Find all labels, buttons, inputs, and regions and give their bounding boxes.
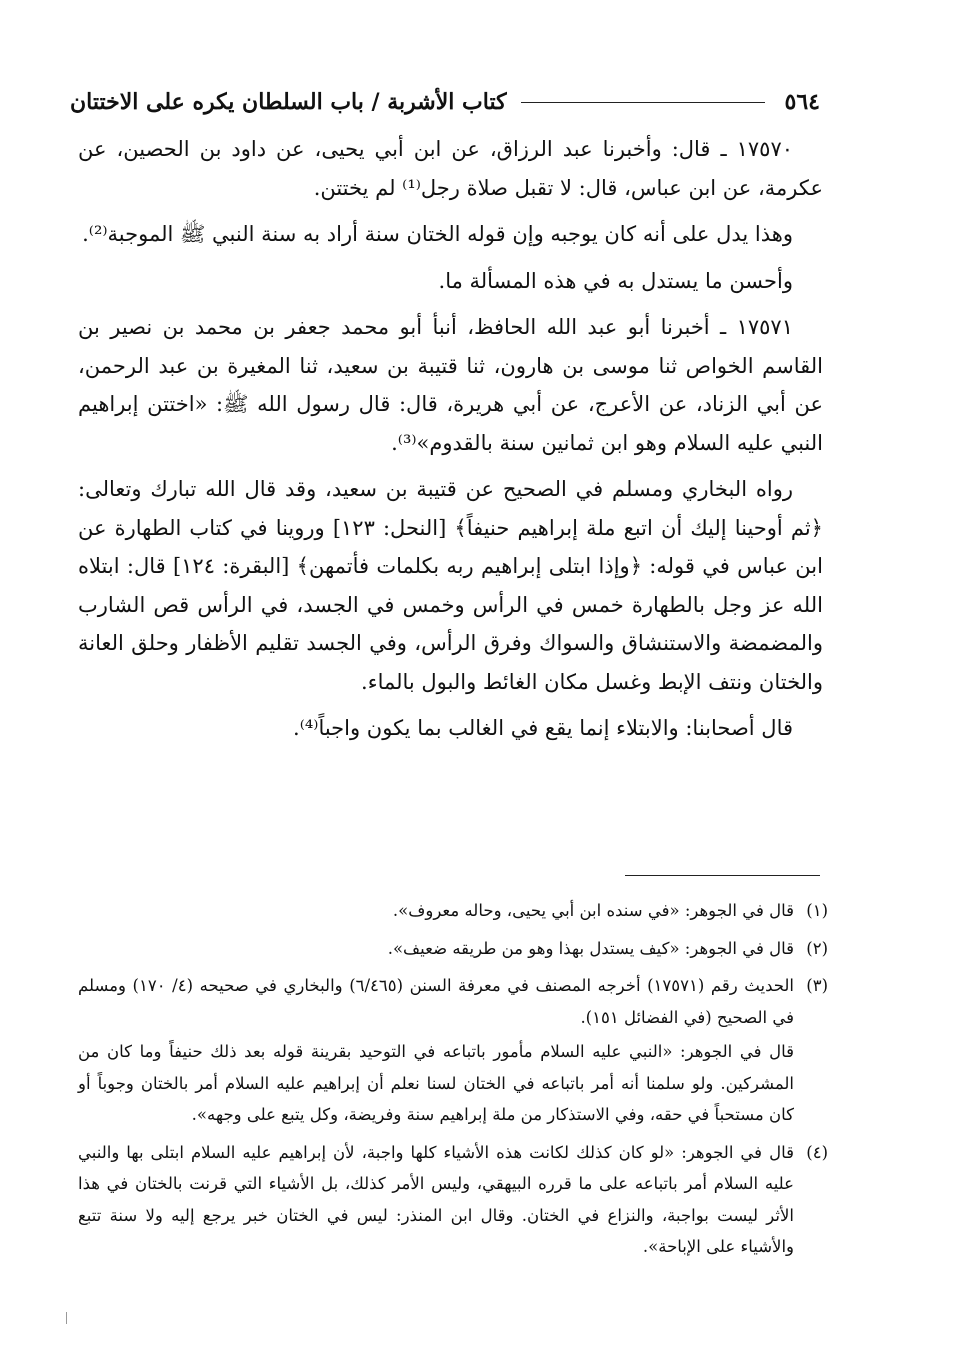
paragraph-hadith-17571: ١٧٥٧١ ـ أخبرنا أبو عبد الله الحافظ، أنبأ أبو محمد جعفر بن محمد بن نصير بن القاسم الخواص ثنا موسى بن هارون، ثنا قتيبة بن سعيد، ثنا المغيرة بن عبد الرحمن، عن أبي الزناد، عن الأعرج، عن أبي هريرة، قال: قال رسول الله ﷺ: «اختتن إبراهيم النبي عليه السلام وهو ابن ثمانين سنة بالقدوم»⁽³⁾. [78, 315, 823, 455]
header-rule [521, 102, 765, 103]
footnote-number: (٢) [806, 938, 828, 958]
footnote-text: قال في الجوهر: «في سنده ابن أبي يحيى، وحاله معروف». [392, 901, 794, 920]
running-header [70, 82, 820, 122]
footnote-separator [625, 875, 820, 876]
footnote-text: قال في الجوهر: «كيف يستدل بهذا وهو من طريقه ضعيف». [387, 938, 794, 958]
scan-mark [66, 1312, 67, 1324]
footnote-1 [78, 895, 828, 927]
footnote-4 [78, 1137, 828, 1263]
main-text [78, 130, 823, 756]
footnote-2 [78, 933, 828, 965]
paragraph-hadith-17570: ١٧٥٧٠ ـ قال: وأخبرنا عبد الرزاق، عن ابن أبي يحيى، عن داود بن الحصين، عن عكرمة، عن ابن عباس، قال: لا تقبل صلاة رجل⁽¹⁾ لم يختتن. [78, 137, 823, 200]
footnote-number: (٤) [806, 1142, 828, 1162]
footnote-3 [78, 970, 828, 1131]
footnotes [78, 895, 828, 1269]
paragraph-commentary: وهذا يدل على أنه كان يوجبه وإن قوله الختان سنة أراد به سنة النبي ﷺ الموجبة⁽²⁾. [82, 222, 793, 246]
footnote-text: قال في الجوهر: «لو كان كذلك لكانت هذه الأشياء كلها واجبة، لأن إبراهيم عليه السلام ابتلى بها والنبي عليه السلام أمر باتباعه على ما قرره البيهقي، وليس الأمر كذلك، بل الأشياء التي قرنت بالختان في هذا الأثر ليست بواجبة، والنزاع في الختان. وقال ابن المنذر: ليس في الختان خبر يرجع إليه ولا سنة تتبع والأشياء على الإباحة». [78, 1142, 794, 1256]
header-title: كتاب الأشربة / باب السلطان يكره على الاختتان [70, 89, 507, 115]
footnote-text-continued: قال في الجوهر: «النبي عليه السلام مأمور باتباعه في التوحيد بقرينة قوله بعد ذلك حنيفاً وما كان من المشركين. ولو سلمنا أنه أمر باتباعه في الختان لسنا نعلم أن إبراهيم عليه السلام أمر بالختان وجوباً أو كان مستحباً في حقه، وفي الاستذكار من ملة إبراهيم سنة وفريضة، وكل يتبع على وجهه». [78, 1042, 794, 1124]
footnote-number: (٣) [806, 976, 828, 995]
page-number: ٥٦٤ [784, 89, 820, 115]
paragraph-companions: قال أصحابنا: والابتلاء إنما يقع في الغالب بما يكون واجباً⁽⁴⁾. [293, 716, 793, 740]
footnote-text: الحديث رقم (١٧٥٧١) أخرجه المصنف في معرفة السنن (٦/٤٦٥) والبخاري في صحيحه (٤/ ١٧٠) ومسلم في الصحيح (في الفضائل ١٥١). [78, 976, 794, 1027]
footnote-number: (١) [806, 901, 828, 920]
paragraph-narration: رواه البخاري ومسلم في الصحيح عن قتيبة بن سعيد، وقد قال الله تبارك وتعالى: ﴿ثم أوحينا إليك أن اتبع ملة إبراهيم حنيفاً﴾ [النحل: ١٢٣] وروينا في كتاب الطهارة عن ابن عباس في قوله: ﴿وإذا ابتلى إبراهيم ربه بكلمات فأتمهن﴾ [البقرة: ١٢٤] قال: ابتلاه الله عز وجل بالطهارة خمس في الرأس وخمس في الجسد، في الرأس قص الشارب والمضمضة والاستنشاق والسواك وفرق الرأس، وفي الجسد تقليم الأظفار وحلق العانة والختان ونتف الإبط وغسل مكان الغائط والبول بالماء. [78, 477, 823, 694]
paragraph-best-evidence: وأحسن ما يستدل به في هذه المسألة ما. [438, 268, 793, 293]
